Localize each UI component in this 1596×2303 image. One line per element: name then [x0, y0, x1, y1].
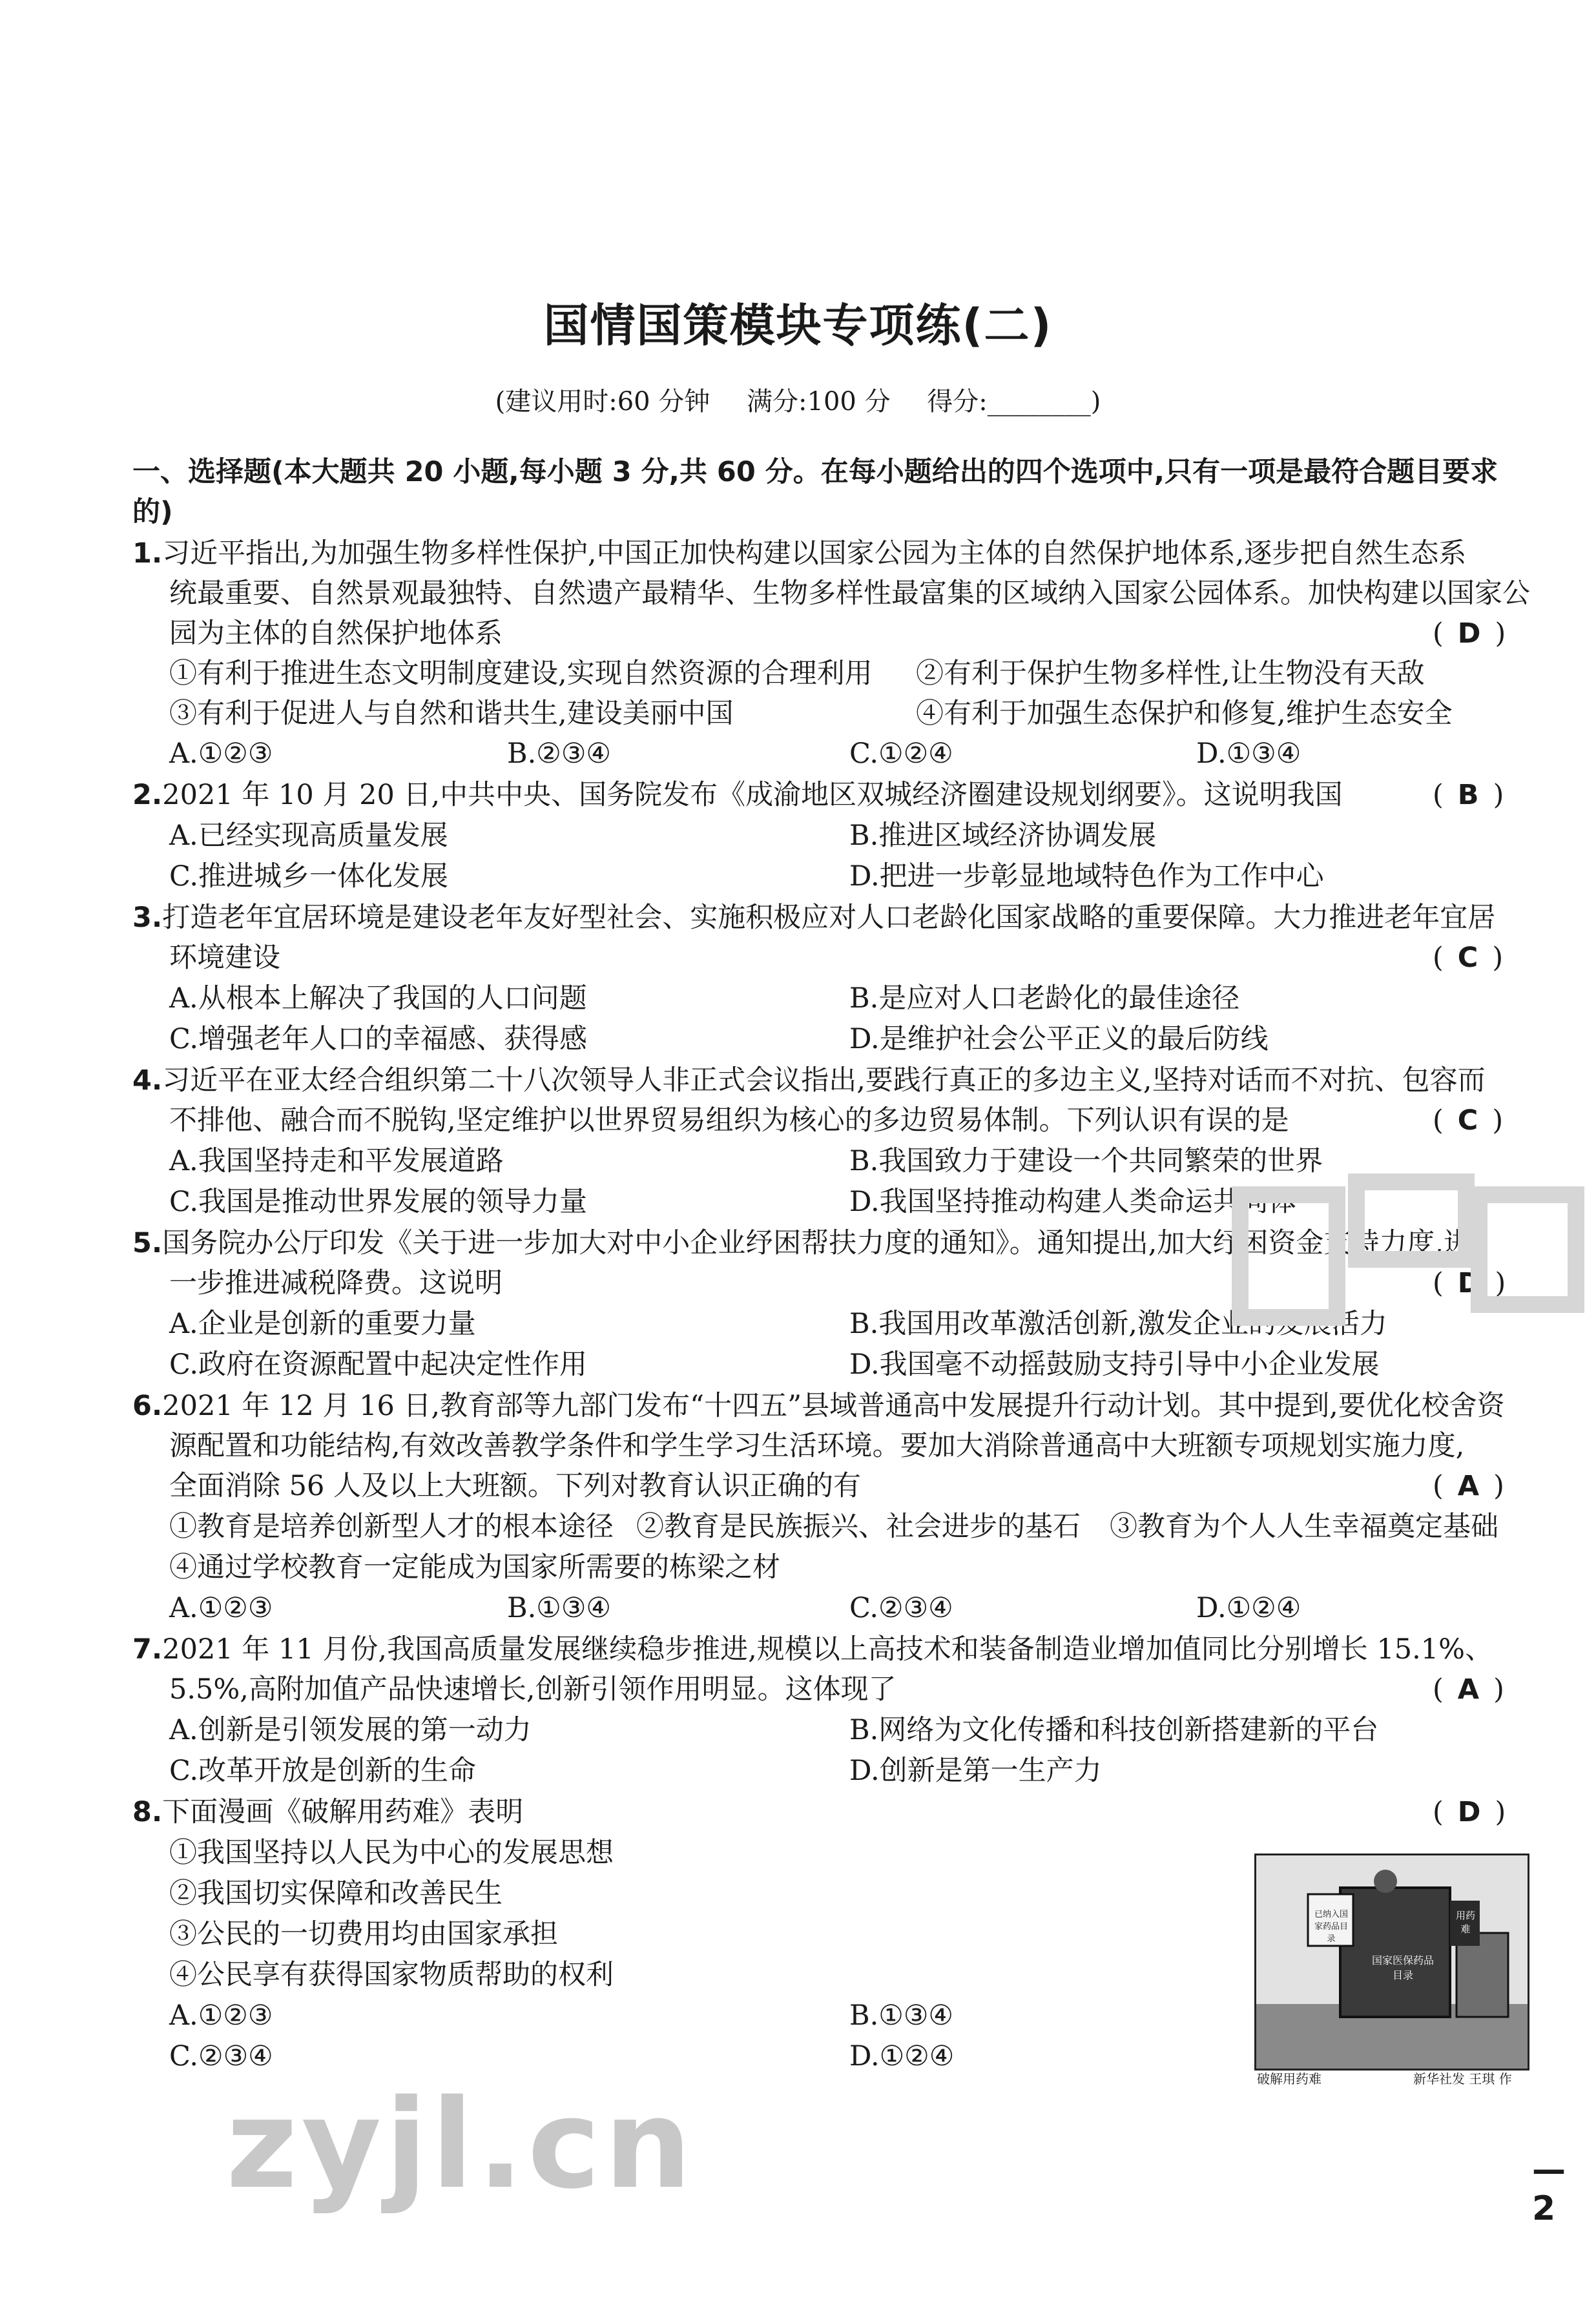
- option-d[interactable]: D.创新是第一生产力: [849, 1755, 1102, 1787]
- question-number: 8.: [132, 1796, 163, 1828]
- option-c[interactable]: C.②③④: [849, 1592, 953, 1624]
- question-text: 打造老年宜居环境是建设老年友好型社会、实施积极应对人口老龄化国家战略的重要保障。大力推进老年宜居: [162, 902, 1496, 934]
- statement: ②我国切实保障和改善民生: [169, 1877, 503, 1910]
- answer-mark: ( A ): [1433, 1470, 1504, 1502]
- cartoon-sign-label: 用药难: [1455, 1910, 1475, 1935]
- question-number: 7.: [132, 1633, 163, 1666]
- option-a[interactable]: A.已经实现高质量发展: [169, 820, 448, 852]
- option-b[interactable]: B.②③④: [507, 738, 611, 770]
- question-text: 统最重要、自然景观最独特、自然遗产最精华、生物多样性最富集的区域纳入国家公园体系。加快构建以国家公: [169, 577, 1530, 610]
- question-text: 一步推进减税降费。这说明: [169, 1267, 503, 1299]
- statement: ②有利于保护生物多样性,让生物没有天敌: [916, 657, 1425, 690]
- question-text: 园为主体的自然保护地体系: [169, 617, 503, 650]
- option-c[interactable]: C.我国是推动世界发展的领导力量: [169, 1186, 588, 1218]
- option-c[interactable]: C.增强老年人口的幸福感、获得感: [169, 1023, 588, 1055]
- page-number: — 2: [1532, 2151, 1566, 2228]
- answer-letter: D: [1457, 1796, 1481, 1828]
- option-c[interactable]: C.改革开放是创新的生命: [169, 1755, 477, 1787]
- answer-letter: D: [1457, 617, 1481, 650]
- answer-letter: B: [1457, 779, 1479, 811]
- statement: ②教育是民族振兴、社会进步的基石: [636, 1511, 1081, 1543]
- statement: ③有利于促进人与自然和谐共生,建设美丽中国: [169, 697, 734, 730]
- question-number: 6.: [132, 1390, 163, 1422]
- time-info: (建议用时:60 分钟: [495, 387, 710, 417]
- page-title: 国情国策模块专项练(二): [543, 299, 1053, 352]
- question-6: [132, 1386, 1521, 1426]
- statement: ①我国坚持以人民为中心的发展思想: [169, 1837, 614, 1869]
- option-c[interactable]: C.②③④: [169, 2040, 273, 2072]
- answer-mark: ( B ): [1433, 779, 1504, 811]
- cartoon-illustration: [1254, 1854, 1529, 2071]
- publisher-logo-stamp: [1201, 1169, 1596, 1363]
- option-a[interactable]: A.①②③: [169, 1999, 273, 2032]
- option-d[interactable]: D.①②④: [849, 2040, 955, 2072]
- option-a[interactable]: A.我国坚持走和平发展道路: [169, 1145, 504, 1177]
- question-text: 2021 年 10 月 20 日,中共中央、国务院发布《成渝地区双城经济圈建设规划纲要》。这说明我国: [162, 779, 1343, 811]
- score-field[interactable]: 得分:________): [927, 387, 1101, 417]
- option-b[interactable]: B.推进区域经济协调发展: [849, 820, 1157, 852]
- answer-mark: ( A ): [1433, 1673, 1504, 1706]
- option-a[interactable]: A.从根本上解决了我国的人口问题: [169, 982, 587, 1015]
- option-d[interactable]: D.是维护社会公平正义的最后防线: [849, 1023, 1269, 1055]
- answer-letter: C: [1457, 942, 1478, 974]
- statement: ①有利于推进生态文明制度建设,实现自然资源的合理利用: [169, 657, 873, 690]
- option-a[interactable]: A.创新是引领发展的第一动力: [169, 1714, 532, 1746]
- question-8: [132, 1792, 1521, 1832]
- question-text: 环境建设: [169, 942, 280, 974]
- option-d[interactable]: D.①②④: [1196, 1592, 1301, 1624]
- option-b[interactable]: B.①③④: [849, 1999, 953, 2032]
- option-b[interactable]: B.我国致力于建设一个共同繁荣的世界: [849, 1145, 1323, 1177]
- cartoon-paper-label: 已纳入国家药品目录: [1314, 1910, 1348, 1944]
- answer-letter: D: [1457, 1267, 1481, 1299]
- statement: ④公民享有获得国家物质帮助的权利: [169, 1959, 614, 1991]
- statement: ③教育为个人人生幸福奠定基础: [1110, 1511, 1498, 1543]
- question-number: 3.: [132, 902, 163, 934]
- answer-letter: C: [1457, 1104, 1478, 1137]
- question-3: [132, 898, 1521, 938]
- option-c[interactable]: C.推进城乡一体化发展: [169, 860, 449, 893]
- answer-mark: ( D ): [1433, 617, 1506, 650]
- cartoon-caption: 破解用药难: [1257, 2071, 1321, 2087]
- question-text: 下面漫画《破解用药难》表明: [162, 1796, 524, 1828]
- option-d[interactable]: D.我国坚持推动构建人类命运共同体: [849, 1186, 1296, 1218]
- exam-info: [0, 381, 1596, 418]
- cartoon-book-label: 国家医保药品目录: [1371, 1954, 1434, 1981]
- question-number: 5.: [132, 1227, 163, 1259]
- option-c[interactable]: C.①②④: [849, 738, 953, 770]
- question-text: 习近平指出,为加强生物多样性保护,中国正加快构建以国家公园为主体的自然保护地体系,逐步把自然生态系: [162, 537, 1467, 570]
- question-text: 2021 年 12 月 16 日,教育部等九部门发布“十四五”县域普通高中发展提升行动计划。其中提到,要优化校舍资: [162, 1390, 1505, 1422]
- question-number: 4.: [132, 1064, 163, 1097]
- option-a[interactable]: A.①②③: [169, 1592, 273, 1624]
- site-watermark: zyjl.cn: [226, 2073, 696, 2216]
- option-d[interactable]: D.①③④: [1196, 738, 1301, 770]
- statement: ④有利于加强生态保护和修复,维护生态安全: [916, 697, 1453, 730]
- option-b[interactable]: B.①③④: [507, 1592, 611, 1624]
- statement: ④通过学校教育一定能成为国家所需要的栋梁之材: [169, 1551, 780, 1584]
- question-text: 不排他、融合而不脱钩,坚定维护以世界贸易组织为核心的多边贸易体制。下列认识有误的是: [169, 1104, 1289, 1137]
- cartoon-credit: 新华社发 王琪 作: [1413, 2071, 1512, 2087]
- question-text: 国务院办公厅印发《关于进一步加大对中小企业纾困帮扶力度的通知》。通知提出,加大纾困资金支持力度,进: [162, 1227, 1472, 1259]
- option-a[interactable]: A.①②③: [169, 738, 273, 770]
- question-number: 1.: [132, 537, 163, 570]
- option-d[interactable]: D.把进一步彰显地域特色作为工作中心: [849, 860, 1324, 893]
- option-b[interactable]: B.网络为文化传播和科技创新搭建新的平台: [849, 1714, 1379, 1746]
- question-text: 2021 年 11 月份,我国高质量发展继续稳步推进,规模以上高技术和装备制造业增加值同比分别增长 15.1%、: [162, 1633, 1493, 1666]
- answer-letter: A: [1457, 1470, 1480, 1502]
- option-a[interactable]: A.企业是创新的重要力量: [169, 1308, 476, 1340]
- question-1: [132, 533, 1521, 573]
- statement: ③公民的一切费用均由国家承担: [169, 1918, 558, 1950]
- option-b[interactable]: B.是应对人口老龄化的最佳途径: [849, 982, 1240, 1015]
- question-text: 5.5%,高附加值产品快速增长,创新引领作用明显。这体现了: [169, 1673, 896, 1706]
- question-4: [132, 1060, 1521, 1100]
- option-d[interactable]: D.我国毫不动摇鼓励支持引导中小企业发展: [849, 1348, 1380, 1381]
- question-text: 全面消除 56 人及以上大班额。下列对教育认识正确的有: [169, 1470, 862, 1502]
- full-score-info: 满分:100 分: [747, 387, 891, 417]
- answer-letter: A: [1457, 1673, 1480, 1706]
- question-7: [132, 1629, 1521, 1669]
- answer-mark: ( D ): [1433, 1796, 1506, 1828]
- section-heading: 一、选择题(本大题共 20 小题,每小题 3 分,共 60 分。在每小题给出的四个选项中,只有一项是最符合题目要求的): [132, 456, 1498, 528]
- answer-mark: ( C ): [1433, 1104, 1504, 1137]
- question-text: 习近平在亚太经合组织第二十八次领导人非正式会议指出,要践行真正的多边主义,坚持对话而不对抗、包容而: [162, 1064, 1486, 1097]
- question-number: 2.: [132, 779, 163, 811]
- answer-mark: ( C ): [1433, 942, 1504, 974]
- answer-mark: ( D ): [1433, 1267, 1506, 1299]
- question-text: 源配置和功能结构,有效改善教学条件和学生学习生活环境。要加大消除普通高中大班额专项规划实施力度,: [169, 1430, 1465, 1462]
- option-b[interactable]: B.我国用改革激活创新,激发企业的发展活力: [849, 1308, 1387, 1340]
- option-c[interactable]: C.政府在资源配置中起决定性作用: [169, 1348, 588, 1381]
- statement: ①教育是培养创新型人才的根本途径: [169, 1511, 614, 1543]
- question-2: [132, 775, 1521, 815]
